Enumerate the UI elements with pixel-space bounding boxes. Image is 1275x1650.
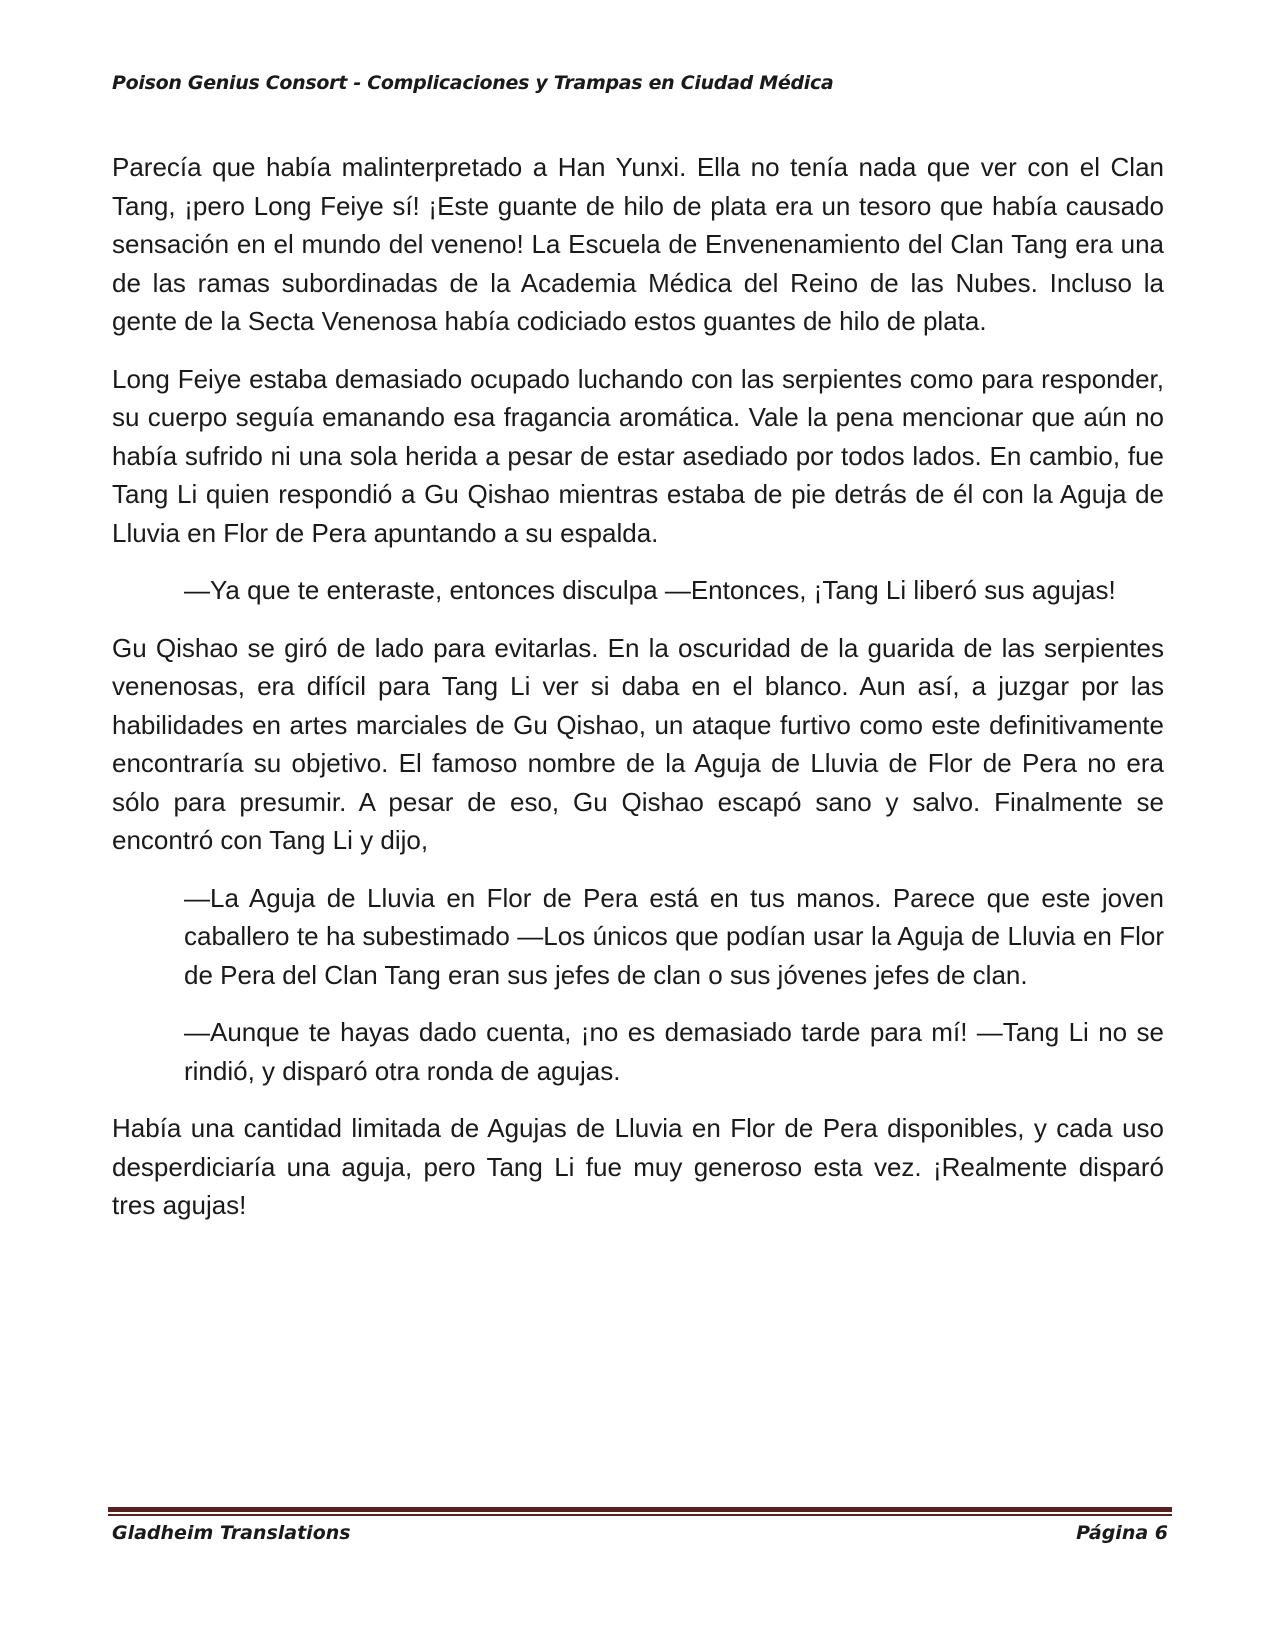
paragraph: Había una cantidad limitada de Agujas de Lluvia en Flor de Pera disponibles, y cada uso desperdiciaría una aguja, pero Tang Li fue muy generoso esta vez. ¡Realmente disparó tres agujas! bbox=[112, 1113, 1164, 1220]
publisher-name: Gladheim Translations bbox=[112, 1522, 351, 1544]
paragraph: Long Feiye estaba demasiado ocupado luchando con las serpientes como para responder, su cuerpo seguía emanando esa fragancia aromática. Vale la pena mencionar que aún no había sufrido ni una sola herida a pesar de estar asediado por todos lados. En cambio, fue Tang Li quien respondió a Gu Qishao mientras estaba de pie detrás de él con la Aguja de Lluvia en Flor de Pera apuntando a su espalda. bbox=[112, 363, 1164, 548]
body-text bbox=[112, 148, 1164, 1244]
paragraph: Gu Qishao se giró de lado para evitarlas. En la oscuridad de la guarida de las serpientes venenosas, era difícil para Tang Li ver si daba en el blanco. Aun así, a juzgar por las habilidades en artes marciales de Gu Qishao, un ataque furtivo como este definitivamente encontraría su objetivo. El famoso nombre de la Aguja de Lluvia de Flor de Pera no era sólo para presumir. A pesar de eso, Gu Qishao escapó sano y salvo. Finalmente se encontró con Tang Li y dijo, bbox=[112, 632, 1164, 855]
dialogue-paragraph: —Ya que te enteraste, entonces disculpa —Entonces, ¡Tang Li liberó sus agujas! bbox=[184, 575, 1116, 605]
page-footer bbox=[112, 1522, 1168, 1544]
dialogue-paragraph: —Aunque te hayas dado cuenta, ¡no es demasiado tarde para mí! —Tang Li no se rindió, y disparó otra ronda de agujas. bbox=[184, 1017, 1164, 1086]
paragraph: Parecía que había malinterpretado a Han Yunxi. Ella no tenía nada que ver con el Clan Tang, ¡pero Long Feiye sí! ¡Este guante de hilo de plata era un tesoro que había causado sensación en el mundo del veneno! La Escuela de Envenenamiento del Clan Tang era una de las ramas subordinadas de la Academia Médica del Reino de las Nubes. Incluso la gente de la Secta Venenosa había codiciado estos guantes de hilo de plata. bbox=[112, 152, 1164, 336]
page-number: Página 6 bbox=[1076, 1522, 1168, 1544]
dialogue-paragraph: —La Aguja de Lluvia en Flor de Pera está en tus manos. Parece que este joven caballero te ha subestimado —Los únicos que podían usar la Aguja de Lluvia en Flor de Pera del Clan Tang eran sus jefes de clan o sus jóvenes jefes de clan. bbox=[184, 882, 1164, 990]
book-title: Poison Genius Consort - Complicaciones y Trampas en Ciudad Médica bbox=[112, 72, 834, 94]
page-header bbox=[112, 72, 1172, 94]
footer-divider bbox=[108, 1507, 1172, 1516]
